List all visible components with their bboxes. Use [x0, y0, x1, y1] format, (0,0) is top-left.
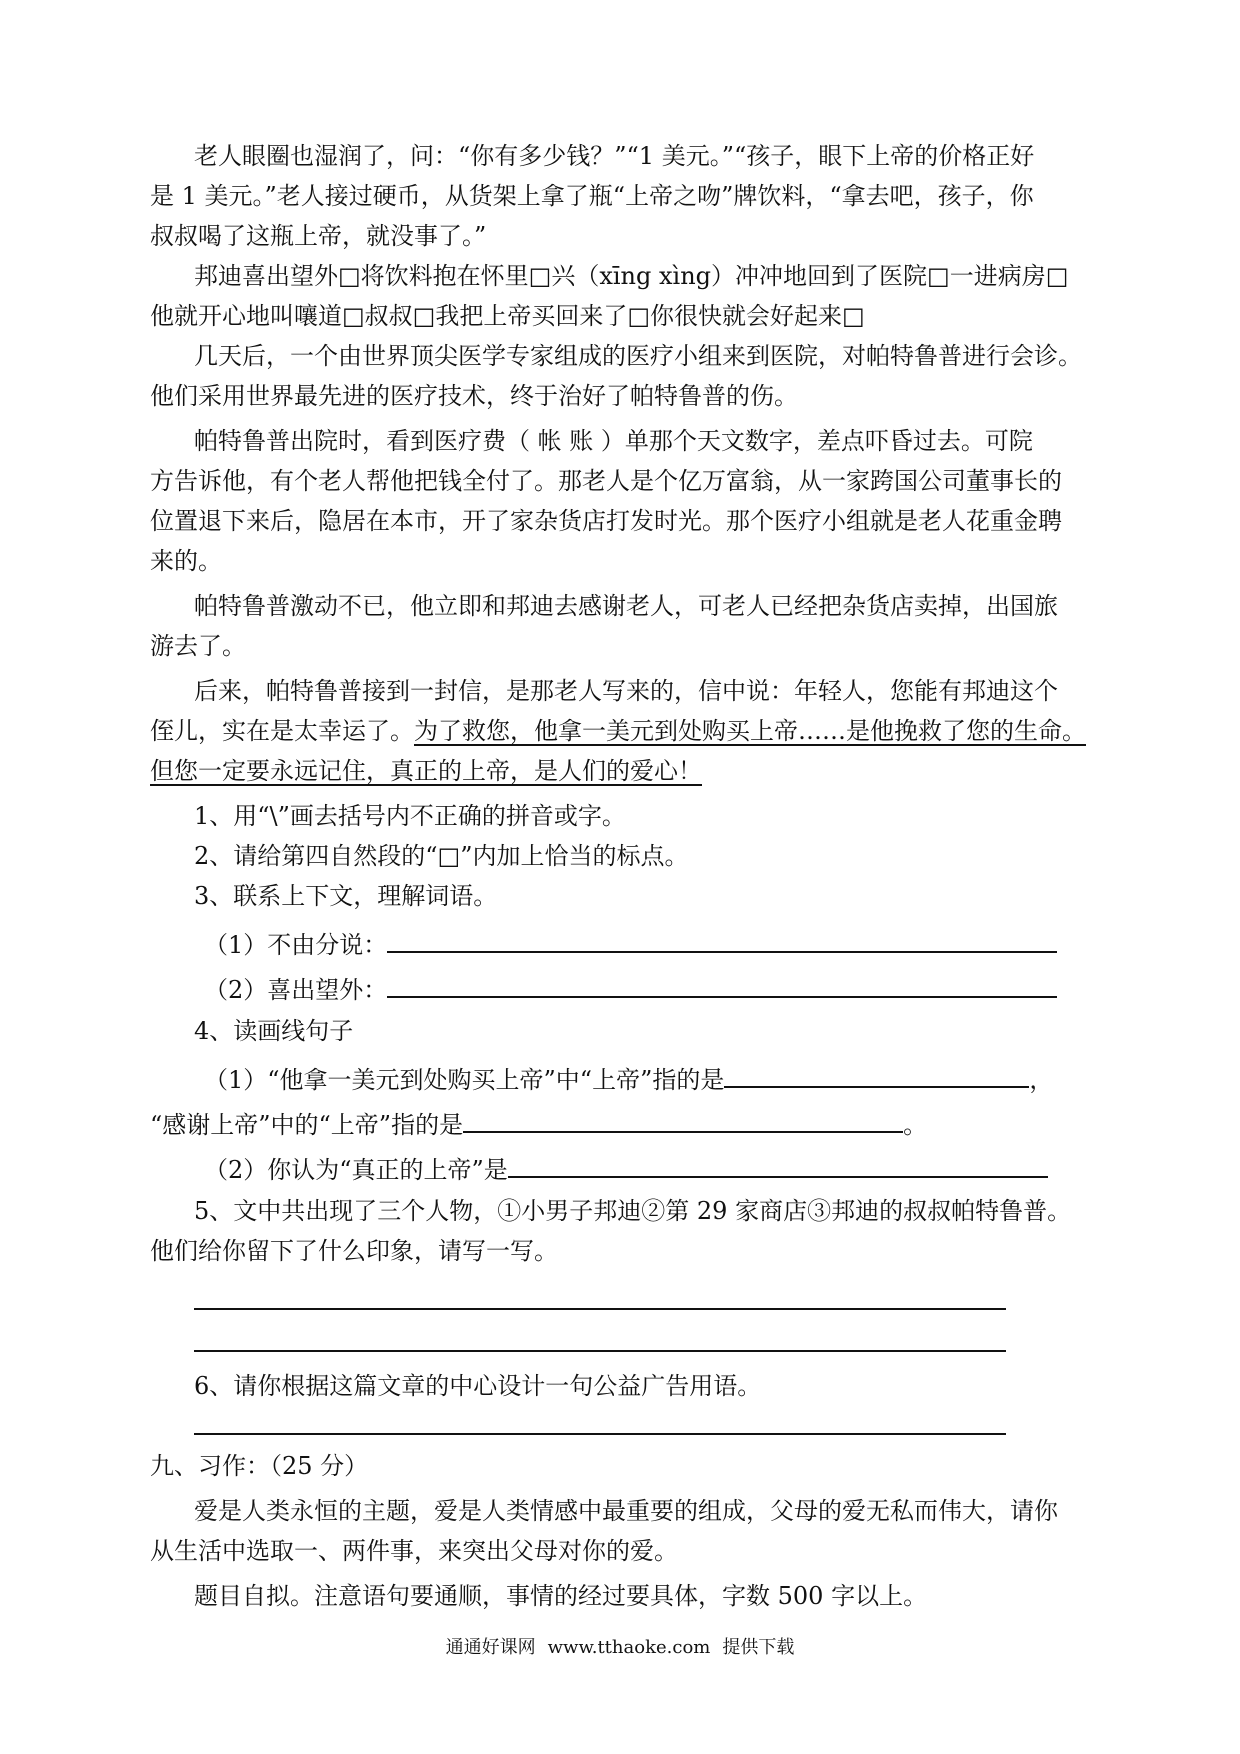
question-5-cont: 他们给你留下了什么印象，请写一写。: [150, 1237, 558, 1265]
question-4-2: [204, 1150, 1154, 1186]
underlined-sentence: 为了救您，他拿一美元到处购买上帝……是他挽救了您的生命。: [414, 717, 1086, 745]
passage-line: 帕特鲁普出院时，看到医疗费（ 帐 账 ）单那个天文数字，差点吓昏过去。可院: [194, 427, 1033, 455]
question-label: （1）“他拿一美元到处购买上帝”中“上帝”指的是: [204, 1066, 725, 1094]
footer-suffix: 提供下载: [722, 1637, 795, 1658]
composition-text: 从生活中选取一、两件事，来突出父母对你的爱。: [150, 1537, 678, 1565]
question-label: （1）不由分说：: [204, 931, 388, 959]
passage-line: 邦迪喜出望外□将饮料抱在怀里□兴（xīng xìng）冲冲地回到了医院□一进病房□: [194, 262, 1069, 290]
answer-blank[interactable]: [387, 970, 1057, 998]
passage-line: 游去了。: [150, 632, 246, 660]
question-6: 6、请你根据这篇文章的中心设计一句公益广告用语。: [194, 1372, 762, 1400]
footer-site-name: 通通好课网: [445, 1637, 536, 1658]
passage-line: [150, 755, 1100, 787]
passage-line: 他们采用世界最先进的医疗技术，终于治好了帕特鲁普的伤。: [150, 382, 798, 410]
question-4: 4、读画线句子: [194, 1017, 354, 1045]
footer-url[interactable]: www.tthaoke.com: [547, 1637, 711, 1658]
question-1: 1、用“\”画去括号内不正确的拼音或字。: [194, 802, 626, 830]
answer-line[interactable]: [194, 1433, 1006, 1435]
passage-line: 几天后，一个由世界顶尖医学专家组成的医疗小组来到医院，对帕特鲁普进行会诊。: [194, 342, 1082, 370]
question-label: （2）喜出望外：: [204, 976, 388, 1004]
passage-line: 后来，帕特鲁普接到一封信，是那老人写来的，信中说：年轻人，您能有邦迪这个: [194, 677, 1058, 705]
passage-line: [150, 715, 1100, 747]
passage-line: 是 1 美元。”老人接过硬币，从货架上拿了瓶“上帝之吻”牌饮料，“拿去吧，孩子，你: [150, 182, 1034, 210]
punctuation: 。: [903, 1111, 928, 1139]
answer-blank[interactable]: [463, 1105, 903, 1133]
punctuation: ，: [1029, 1066, 1054, 1094]
question-label: （2）你认为“真正的上帝”是: [204, 1156, 508, 1184]
passage-line: 帕特鲁普激动不已，他立即和邦迪去感谢老人，可老人已经把杂货店卖掉，出国旅: [194, 592, 1058, 620]
passage-line: 他就开心地叫嚷道□叔叔□我把上帝买回来了□你很快就会好起来□: [150, 302, 865, 330]
answer-blank[interactable]: [387, 925, 1057, 953]
question-5: 5、文中共出现了三个人物，①小男子邦迪②第 29 家商店③邦迪的叔叔帕特鲁普。: [194, 1197, 1072, 1225]
page-footer: [0, 1636, 1240, 1660]
answer-line[interactable]: [194, 1350, 1006, 1352]
underlined-sentence: 但您一定要永远记住，真正的上帝，是人们的爱心！: [150, 757, 702, 785]
passage-line: 来的。: [150, 547, 222, 575]
answer-blank[interactable]: [724, 1060, 1029, 1088]
question-3: 3、联系上下文，理解词语。: [194, 882, 498, 910]
question-3-1: [204, 925, 1154, 961]
answer-line[interactable]: [194, 1308, 1006, 1310]
passage-line: 方告诉他，有个老人帮他把钱全付了。那老人是个亿万富翁，从一家跨国公司董事长的: [150, 467, 1062, 495]
question-3-2: [204, 970, 1154, 1006]
question-2: 2、请给第四自然段的“□”内加上恰当的标点。: [194, 842, 689, 870]
composition-text: 题目自拟。注意语句要通顺，事情的经过要具体，字数 500 字以上。: [194, 1582, 928, 1610]
section-heading: 九、习作：（25 分）: [150, 1452, 369, 1480]
passage-line: 老人眼圈也湿润了，问：“你有多少钱？”“1 美元。”“孩子，眼下上帝的价格正好: [194, 142, 1035, 170]
question-4-1: [204, 1060, 1154, 1096]
question-label: “感谢上帝”中的“上帝”指的是: [150, 1111, 464, 1139]
composition-text: 爱是人类永恒的主题，爱是人类情感中最重要的组成，父母的爱无私而伟大，请你: [194, 1497, 1058, 1525]
passage-line: 位置退下来后，隐居在本市，开了家杂货店打发时光。那个医疗小组就是老人花重金聘: [150, 507, 1062, 535]
answer-blank[interactable]: [508, 1150, 1048, 1178]
passage-line: 叔叔喝了这瓶上帝，就没事了。”: [150, 222, 487, 250]
question-4-1-cont: [150, 1105, 1100, 1141]
passage-text: 侄儿，实在是太幸运了。: [150, 717, 414, 745]
